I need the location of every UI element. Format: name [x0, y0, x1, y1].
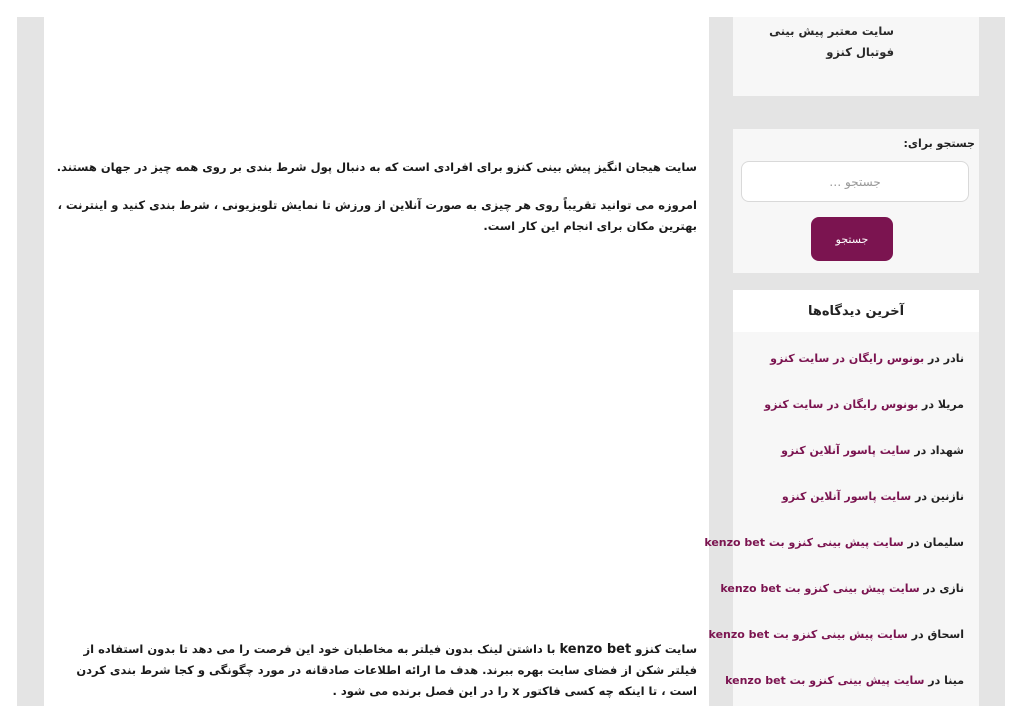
comment-author: نازی: [939, 582, 964, 595]
comment-connector: در: [907, 628, 928, 641]
comment-post-link[interactable]: سایت پیش بینی کنزو بت kenzo bet: [704, 536, 904, 549]
comment-author: نازنین: [930, 490, 964, 503]
comment-post-link[interactable]: سایت پیش بینی کنزو بت kenzo bet: [720, 582, 920, 595]
comment-connector: در: [918, 398, 938, 411]
comment-author: مریلا: [937, 398, 964, 411]
comment-post-link[interactable]: سایت پاسور آنلاین کنزو: [781, 490, 912, 503]
page-frame-gutter: [709, 17, 733, 706]
comment-connector: در: [911, 490, 931, 503]
comment-author: مینا: [944, 674, 964, 687]
comment-connector: در: [924, 352, 944, 365]
comment-item: [744, 398, 964, 411]
comment-item: [744, 444, 964, 457]
comment-author: سلیمان: [923, 536, 964, 549]
recent-comments-widget: [704, 290, 979, 706]
brand-name: kenzo bet: [559, 642, 632, 657]
comment-author: نادر: [943, 352, 964, 365]
comment-author: اسحاق: [927, 628, 964, 641]
search-widget: [733, 129, 979, 273]
page-frame-right: [979, 17, 1005, 706]
comment-connector: در: [924, 674, 945, 687]
search-input[interactable]: [741, 161, 969, 202]
comment-connector: در: [910, 444, 931, 457]
comment-connector: در: [919, 582, 940, 595]
comment-post-link[interactable]: سایت پیش بینی کنزو بت kenzo bet: [725, 674, 925, 687]
comment-item: [744, 490, 964, 503]
comment-item: [704, 536, 964, 549]
recent-posts-widget: [733, 17, 979, 96]
recent-post-link[interactable]: سایت معتبر پیش بینی فوتبال کنزو: [769, 24, 894, 59]
article-paragraph-intro: سایت هیجان انگیز پیش بینی کنزو برای افرادی است که به دنبال پول شرط بندی بر روی همه چیز در جهان هستند.: [56, 160, 697, 174]
article-content: [44, 17, 709, 706]
search-label: جستجو برای:: [903, 137, 975, 150]
page-frame-left: [17, 17, 44, 706]
comment-item: [720, 582, 964, 595]
comment-item: [744, 352, 964, 365]
comment-author: شهداد: [930, 444, 964, 457]
recent-comments-title: آخرین دیدگاه‌ها: [733, 290, 979, 332]
article-paragraph-online: امروزه می توانید تقریباً روی هر چیزی به صورت آنلاین از ورزش تا نمایش تلویزیونی ، شرط بندی کنید و اینترنت ، بهترین مکان برای انجام این کار است.: [57, 198, 697, 233]
comment-item: [725, 674, 964, 687]
search-button[interactable]: جستجو: [811, 217, 893, 261]
comment-post-link[interactable]: بونوس رایگان در سایت کنزو: [764, 398, 919, 411]
comment-item: [708, 628, 964, 641]
comment-post-link[interactable]: بونوس رایگان در سایت کنزو: [770, 352, 925, 365]
comment-post-link[interactable]: سایت پیش بینی کنزو بت kenzo bet: [708, 628, 908, 641]
comment-connector: در: [903, 536, 924, 549]
paragraph-text-end: با داشتن لینک بدون فیلتر به مخاطبان خود این فرصت را می دهد تا بدون استفاده از فیلتر شکن از فضای سایت بهره ببرند. هدف ما ارائه اطلاعات صادقانه در مورد چگونگی و کجا شرط بندی کردن است ، تا اینکه چه کسی فاکتور x را در این فصل برنده می شود .: [76, 642, 697, 698]
comment-post-link[interactable]: سایت پاسور آنلاین کنزو: [781, 444, 911, 457]
article-paragraph-kenzo: [52, 639, 697, 702]
paragraph-text-start: سایت کنزو: [631, 642, 697, 656]
